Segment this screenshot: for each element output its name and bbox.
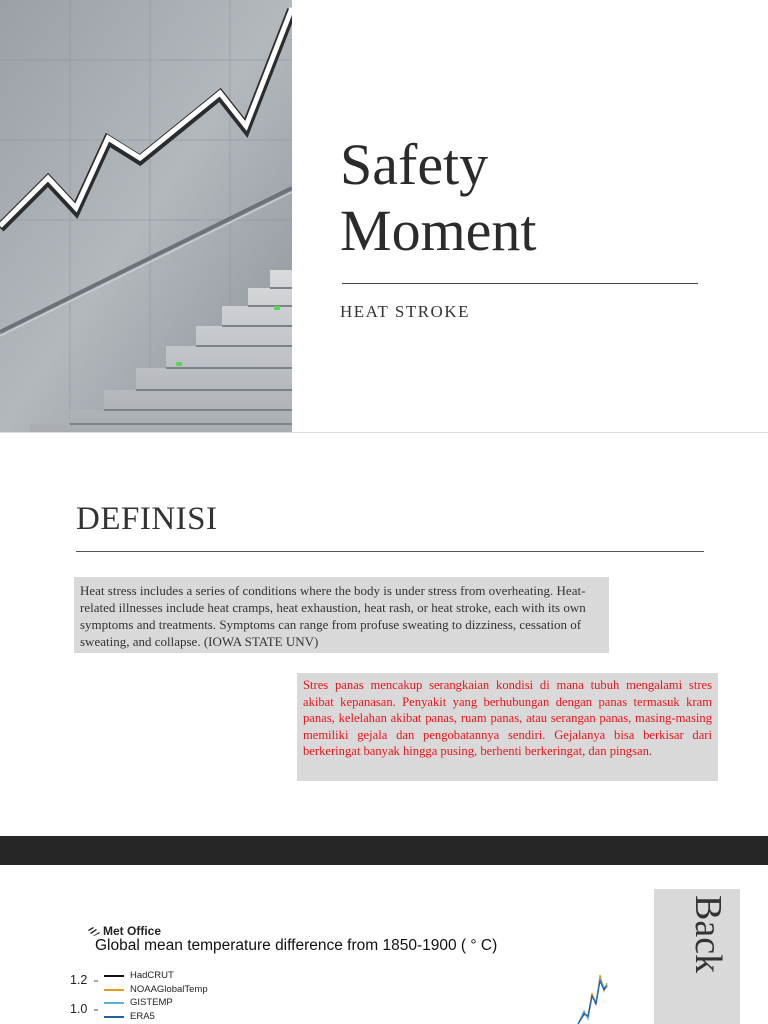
y-tick-label: 1.2 [70,973,88,987]
slide-subtitle: HEAT STROKE [340,302,470,321]
y-tick-label: 1.0 [70,1002,88,1016]
stairs-growth-photo [0,0,292,432]
definition-slide [0,433,768,836]
side-title-panel [654,889,740,1024]
legend-label: ERA5 [130,1011,155,1022]
side-title-text: Back [687,895,729,974]
title-line-2: Moment [340,198,537,263]
indonesian-definition-box: Stres panas mencakup serangkaian kondisi di mana tubuh mengalami stres akibat kepanasan. Penyakit yang berhubungan dengan panas termasuk kram panas, kelelahan akibat panas, ruam panas, atau serangan panas, masing-masing memiliki gejala dan pengobatannya sendiri. Gejalanya bisa berkisar dari berkeringat banyak hingga pusing, berhenti berkeringat, dan pingsan. [297,673,718,781]
chart-title: Global mean temperature difference from 1850-1900 ( ° C) [95,937,498,954]
series-line-era5 [578,981,607,1024]
legend-label: HadCRUT [130,970,174,981]
title-slide [0,0,768,432]
slide-separator-dark [0,836,768,865]
english-definition-box: Heat stress includes a series of conditions where the body is under stress from overheating. Heat-related illnesses include heat cramps, heat exhaustion, heat rash, or heat stroke, each with its own symptoms and treatments. Symptoms can range from profuse sweating to dizziness, cessation of sweating, and collapse. (IOWA STATE UNV) [74,577,609,653]
background-slide [0,865,768,1024]
chart-plot [0,865,768,1024]
stairs-photo-illustration [0,0,292,432]
definition-heading: DEFINISI [76,501,218,537]
met-office-logo-text: Met Office [103,924,162,938]
legend-label: GISTEMP [130,997,173,1008]
title-divider [342,283,698,284]
legend-label: NOAAGlobalTemp [130,984,208,995]
slide-title [340,132,537,264]
definition-divider [76,551,704,552]
title-line-1: Safety [340,132,489,197]
